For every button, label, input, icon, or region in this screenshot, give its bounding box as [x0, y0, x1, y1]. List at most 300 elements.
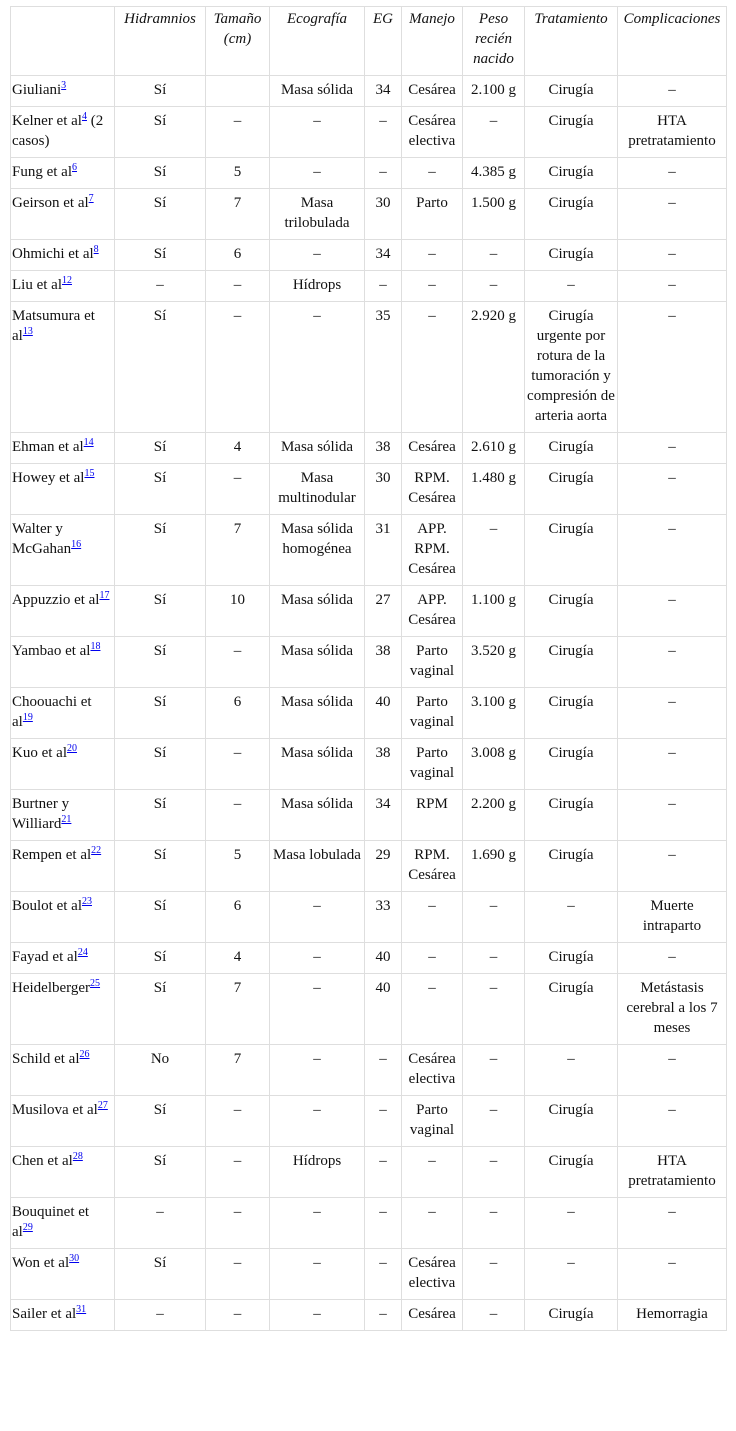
table-cell: HTA pretratamiento — [618, 1147, 727, 1198]
citation-link[interactable]: 19 — [22, 712, 33, 723]
header-cell: Hidramnios — [115, 7, 206, 76]
table-cell: Cirugía — [525, 790, 618, 841]
table-cell: – — [365, 1045, 402, 1096]
table-cell: Cirugía — [525, 433, 618, 464]
table-cell: – — [270, 1249, 365, 1300]
table-cell: – — [402, 943, 463, 974]
table-cell: – — [463, 1198, 525, 1249]
author-name: Giuliani — [12, 82, 62, 98]
table-cell: 30 — [365, 464, 402, 515]
author-name: Burtner y Williard — [12, 796, 70, 832]
table-cell: Parto — [402, 189, 463, 240]
table-cell: Cirugía — [525, 974, 618, 1045]
table-cell: Cirugía — [525, 107, 618, 158]
author-cell — [11, 637, 115, 688]
table-cell: – — [618, 586, 727, 637]
author-cell — [11, 271, 115, 302]
citation-link[interactable]: 20 — [66, 743, 77, 754]
table-cell: Cirugía — [525, 841, 618, 892]
table-body — [11, 76, 727, 1331]
author-name: Boulot et al — [12, 898, 82, 914]
table-cell: Sí — [115, 739, 206, 790]
author-name: Chen et al — [12, 1153, 73, 1169]
author-cell — [11, 1096, 115, 1147]
table-cell: – — [618, 637, 727, 688]
table-cell: Sí — [115, 302, 206, 433]
author-name: Heidelberger — [12, 980, 91, 996]
table-cell: Cirugía — [525, 943, 618, 974]
table-row — [11, 107, 727, 158]
table-cell: – — [365, 271, 402, 302]
table-cell: – — [463, 1096, 525, 1147]
table-cell: – — [463, 515, 525, 586]
author-cell — [11, 107, 115, 158]
table-cell: Muerte intraparto — [618, 892, 727, 943]
table-cell: RPM — [402, 790, 463, 841]
table-cell: 1.100 g — [463, 586, 525, 637]
table-cell: Sí — [115, 1147, 206, 1198]
table-cell: 34 — [365, 76, 402, 107]
citation-link[interactable]: 8 — [93, 244, 99, 255]
header-cell: Manejo — [402, 7, 463, 76]
table-cell: – — [618, 464, 727, 515]
table-cell: RPM. Cesárea — [402, 841, 463, 892]
table-cell: – — [618, 515, 727, 586]
citation-link[interactable]: 29 — [22, 1222, 33, 1233]
table-cell: – — [525, 1045, 618, 1096]
author-name: Fayad et al — [12, 949, 78, 965]
citation-link[interactable]: 27 — [97, 1100, 108, 1111]
author-name: Won et al — [12, 1255, 70, 1271]
table-cell: – — [206, 739, 270, 790]
table-cell: Masa sólida — [270, 76, 365, 107]
table-cell: – — [206, 271, 270, 302]
table-cell: – — [463, 240, 525, 271]
table-cell: Cirugía — [525, 464, 618, 515]
table-cell: – — [365, 1147, 402, 1198]
table-cell: – — [402, 974, 463, 1045]
author-cell — [11, 1300, 115, 1331]
table-row — [11, 1147, 727, 1198]
table-cell: Sí — [115, 76, 206, 107]
table-cell: 7 — [206, 515, 270, 586]
table-row — [11, 586, 727, 637]
table-cell: – — [365, 1300, 402, 1331]
table-cell: – — [618, 1198, 727, 1249]
citation-link[interactable]: 18 — [90, 641, 101, 652]
author-cell — [11, 1198, 115, 1249]
citation-link[interactable]: 22 — [91, 845, 102, 856]
table-cell: 6 — [206, 688, 270, 739]
table-cell: – — [618, 76, 727, 107]
table-cell: – — [618, 841, 727, 892]
author-name: Ehman et al — [12, 439, 84, 455]
table-row — [11, 1249, 727, 1300]
table-cell: – — [618, 302, 727, 433]
table-cell: – — [618, 433, 727, 464]
table-cell: Sí — [115, 158, 206, 189]
header-cell: Complicaciones — [618, 7, 727, 76]
table-row — [11, 433, 727, 464]
table-cell: – — [463, 107, 525, 158]
table-cell: Cirugía — [525, 158, 618, 189]
table-cell: Cirugía — [525, 688, 618, 739]
citation-link[interactable]: 12 — [61, 275, 72, 286]
citation-link[interactable]: 17 — [99, 590, 110, 601]
table-row — [11, 158, 727, 189]
table-row — [11, 841, 727, 892]
table-cell: 38 — [365, 433, 402, 464]
table-cell: – — [206, 1147, 270, 1198]
table-row — [11, 302, 727, 433]
table-cell: – — [402, 1198, 463, 1249]
citation-link[interactable]: 30 — [69, 1253, 80, 1264]
table-row — [11, 739, 727, 790]
author-name: Choouachi et al — [12, 694, 92, 730]
author-cell — [11, 189, 115, 240]
table-cell: 3.100 g — [463, 688, 525, 739]
table-cell: – — [115, 1300, 206, 1331]
table-cell — [206, 76, 270, 107]
header-row — [11, 7, 727, 76]
table-row — [11, 1096, 727, 1147]
table-cell: – — [618, 1045, 727, 1096]
table-cell: Masa sólida — [270, 688, 365, 739]
table-cell: Cirugía — [525, 76, 618, 107]
table-cell: – — [618, 1249, 727, 1300]
table-cell: 10 — [206, 586, 270, 637]
author-cell — [11, 464, 115, 515]
table-cell: – — [270, 107, 365, 158]
table-cell: 4 — [206, 943, 270, 974]
author-cell — [11, 739, 115, 790]
table-cell: 40 — [365, 688, 402, 739]
table-cell: Masa trilobulada — [270, 189, 365, 240]
table-cell: – — [206, 1096, 270, 1147]
table-cell: – — [270, 1045, 365, 1096]
table-cell: Cirugía — [525, 1147, 618, 1198]
author-name: Liu et al — [12, 277, 62, 293]
table-cell: – — [463, 1045, 525, 1096]
table-cell: Cirugía — [525, 739, 618, 790]
citation-link[interactable]: 6 — [72, 162, 77, 173]
table-cell: Parto vaginal — [402, 637, 463, 688]
table-cell: Sí — [115, 1096, 206, 1147]
table-row — [11, 1045, 727, 1096]
table-cell: Sí — [115, 586, 206, 637]
table-cell: Hídrops — [270, 1147, 365, 1198]
citation-link[interactable]: 23 — [82, 896, 92, 907]
table-cell: Cirugía urgente por rotura de la tumoración y compresión de arteria aorta — [525, 302, 618, 433]
author-name: Yambao et al — [12, 643, 91, 659]
header-cell: Tratamiento — [525, 7, 618, 76]
citation-link[interactable]: 21 — [61, 814, 72, 825]
table-cell: Masa sólida homogénea — [270, 515, 365, 586]
table-row — [11, 76, 727, 107]
table-cell: – — [206, 637, 270, 688]
table-cell: Sí — [115, 637, 206, 688]
table-cell: – — [270, 892, 365, 943]
table-row — [11, 1198, 727, 1249]
table-cell: RPM. Cesárea — [402, 464, 463, 515]
table-row — [11, 974, 727, 1045]
table-cell: – — [206, 1300, 270, 1331]
table-cell: Sí — [115, 892, 206, 943]
table-cell: Sí — [115, 515, 206, 586]
table-cell: – — [270, 158, 365, 189]
table-cell: Sí — [115, 189, 206, 240]
table-cell: 34 — [365, 790, 402, 841]
table-cell: 29 — [365, 841, 402, 892]
author-cell — [11, 841, 115, 892]
table-cell: 7 — [206, 1045, 270, 1096]
table-cell: – — [270, 240, 365, 271]
table-cell: Hídrops — [270, 271, 365, 302]
table-row — [11, 637, 727, 688]
table-cell: Sí — [115, 1249, 206, 1300]
table-cell: 1.500 g — [463, 189, 525, 240]
table-cell: Parto vaginal — [402, 688, 463, 739]
table-cell: No — [115, 1045, 206, 1096]
table-cell: Cirugía — [525, 515, 618, 586]
table-row — [11, 688, 727, 739]
author-name: Fung et al — [12, 164, 72, 180]
author-suffix: (2 casos) — [12, 113, 104, 149]
author-name: Kuo et al — [12, 745, 67, 761]
table-cell: – — [618, 1096, 727, 1147]
table-cell: Masa sólida — [270, 637, 365, 688]
header-cell — [11, 7, 115, 76]
table-cell: Cesárea electiva — [402, 107, 463, 158]
author-name: Howey et al — [12, 470, 85, 486]
table-cell: 7 — [206, 974, 270, 1045]
author-cell — [11, 1249, 115, 1300]
table-cell: Cirugía — [525, 586, 618, 637]
table-cell: – — [206, 790, 270, 841]
citation-link[interactable]: 31 — [76, 1304, 87, 1315]
table-cell: Cesárea — [402, 433, 463, 464]
citation-link[interactable]: 24 — [77, 947, 88, 958]
author-name: Walter y McGahan — [12, 521, 72, 557]
author-cell — [11, 586, 115, 637]
table-cell: – — [115, 1198, 206, 1249]
author-name: Bouquinet et al — [12, 1204, 90, 1240]
table-cell: 30 — [365, 189, 402, 240]
table-cell: – — [365, 1198, 402, 1249]
table-cell: 38 — [365, 739, 402, 790]
header-cell: Ecografía — [270, 7, 365, 76]
table-cell: – — [402, 158, 463, 189]
table-cell: – — [463, 1147, 525, 1198]
table-cell: – — [618, 271, 727, 302]
table-cell: Cesárea — [402, 76, 463, 107]
table-row — [11, 240, 727, 271]
table-cell: 4.385 g — [463, 158, 525, 189]
table-cell: – — [525, 1198, 618, 1249]
author-name: Rempen et al — [12, 847, 92, 863]
table-cell: – — [525, 892, 618, 943]
table-cell: – — [525, 271, 618, 302]
author-cell — [11, 1045, 115, 1096]
table-cell: Cesárea — [402, 1300, 463, 1331]
table-cell: 3.520 g — [463, 637, 525, 688]
table-cell: 1.480 g — [463, 464, 525, 515]
table-cell: 5 — [206, 158, 270, 189]
table-cell: – — [463, 1249, 525, 1300]
case-table — [10, 6, 727, 1331]
author-name: Kelner et al — [12, 113, 82, 129]
table-cell: – — [270, 943, 365, 974]
table-row — [11, 790, 727, 841]
table-cell: APP. Cesárea — [402, 586, 463, 637]
table-cell: – — [618, 943, 727, 974]
author-name: Musilova et al — [12, 1102, 98, 1118]
table-cell: Hemorragia — [618, 1300, 727, 1331]
author-cell — [11, 943, 115, 974]
author-cell — [11, 240, 115, 271]
table-cell: 2.920 g — [463, 302, 525, 433]
table-cell: – — [618, 189, 727, 240]
table-cell: – — [402, 302, 463, 433]
citation-link[interactable]: 15 — [84, 468, 95, 479]
author-cell — [11, 433, 115, 464]
table-cell: 40 — [365, 943, 402, 974]
table-cell: HTA pretratamiento — [618, 107, 727, 158]
table-cell: Masa sólida — [270, 790, 365, 841]
table-cell: 6 — [206, 892, 270, 943]
author-cell — [11, 974, 115, 1045]
citation-link[interactable]: 4 — [81, 111, 87, 122]
table-cell: – — [270, 1300, 365, 1331]
table-cell: – — [270, 974, 365, 1045]
table-cell: – — [115, 271, 206, 302]
table-cell: Sí — [115, 790, 206, 841]
author-name: Matsumura et al — [12, 308, 95, 344]
table-cell: 6 — [206, 240, 270, 271]
table-cell: Cirugía — [525, 240, 618, 271]
table-cell: – — [270, 1198, 365, 1249]
table-cell: Cirugía — [525, 1300, 618, 1331]
table-cell: APP. RPM. Cesárea — [402, 515, 463, 586]
table-wrapper — [10, 6, 727, 1331]
table-row — [11, 943, 727, 974]
table-cell: Sí — [115, 240, 206, 271]
author-name: Sailer et al — [12, 1306, 77, 1322]
table-cell: – — [618, 158, 727, 189]
table-cell: 7 — [206, 189, 270, 240]
table-cell: Sí — [115, 974, 206, 1045]
table-cell: – — [463, 892, 525, 943]
table-cell: Cirugía — [525, 1096, 618, 1147]
table-cell: – — [270, 302, 365, 433]
author-cell — [11, 76, 115, 107]
header-cell: Tamaño (cm) — [206, 7, 270, 76]
table-cell: Masa sólida — [270, 433, 365, 464]
citation-link[interactable]: 14 — [83, 437, 94, 448]
table-cell: – — [365, 158, 402, 189]
table-cell: – — [402, 1147, 463, 1198]
table-cell: 2.200 g — [463, 790, 525, 841]
table-cell: 35 — [365, 302, 402, 433]
table-cell: – — [402, 892, 463, 943]
author-cell — [11, 892, 115, 943]
citation-link[interactable]: 28 — [72, 1151, 83, 1162]
table-cell: 2.100 g — [463, 76, 525, 107]
table-cell: Masa sólida — [270, 586, 365, 637]
table-cell: 3.008 g — [463, 739, 525, 790]
author-cell — [11, 515, 115, 586]
table-cell: – — [618, 790, 727, 841]
author-cell — [11, 688, 115, 739]
header-cell: EG — [365, 7, 402, 76]
citation-link[interactable]: 16 — [71, 539, 82, 550]
table-cell: Cesárea electiva — [402, 1045, 463, 1096]
citation-link[interactable]: 13 — [22, 326, 33, 337]
author-name: Ohmichi et al — [12, 246, 94, 262]
table-cell: Sí — [115, 107, 206, 158]
table-cell: 38 — [365, 637, 402, 688]
author-cell — [11, 302, 115, 433]
author-cell — [11, 790, 115, 841]
table-cell: – — [525, 1249, 618, 1300]
citation-link[interactable]: 7 — [88, 193, 94, 204]
table-cell: – — [365, 1249, 402, 1300]
table-cell: Sí — [115, 688, 206, 739]
table-row — [11, 464, 727, 515]
author-name: Appuzzio et al — [12, 592, 100, 608]
citation-link[interactable]: 3 — [61, 80, 67, 91]
table-cell: – — [618, 688, 727, 739]
table-cell: – — [365, 1096, 402, 1147]
citation-link[interactable]: 26 — [79, 1049, 90, 1060]
table-cell: Sí — [115, 464, 206, 515]
table-cell: – — [270, 1096, 365, 1147]
table-cell: 33 — [365, 892, 402, 943]
table-cell: Masa multinodular — [270, 464, 365, 515]
table-cell: – — [206, 107, 270, 158]
table-cell: – — [618, 240, 727, 271]
table-cell: 40 — [365, 974, 402, 1045]
table-cell: – — [463, 1300, 525, 1331]
author-cell — [11, 158, 115, 189]
table-cell: – — [463, 974, 525, 1045]
table-cell: Cesárea electiva — [402, 1249, 463, 1300]
table-cell: Sí — [115, 433, 206, 464]
table-cell: – — [206, 464, 270, 515]
citation-link[interactable]: 25 — [90, 978, 101, 989]
table-cell: – — [463, 271, 525, 302]
table-cell: 5 — [206, 841, 270, 892]
table-row — [11, 515, 727, 586]
table-cell: Masa sólida — [270, 739, 365, 790]
table-row — [11, 189, 727, 240]
table-cell: 34 — [365, 240, 402, 271]
author-name: Schild et al — [12, 1051, 80, 1067]
table-cell: Masa lobulada — [270, 841, 365, 892]
table-cell: Metástasis cerebral a los 7 meses — [618, 974, 727, 1045]
table-cell: Sí — [115, 841, 206, 892]
table-cell: 4 — [206, 433, 270, 464]
author-name: Geirson et al — [12, 195, 89, 211]
table-cell: 1.690 g — [463, 841, 525, 892]
table-cell: 31 — [365, 515, 402, 586]
header-cell: Peso recién nacido — [463, 7, 525, 76]
table-cell: – — [402, 271, 463, 302]
table-cell: Cirugía — [525, 189, 618, 240]
table-row — [11, 892, 727, 943]
table-cell: Cirugía — [525, 637, 618, 688]
table-cell: Parto vaginal — [402, 739, 463, 790]
